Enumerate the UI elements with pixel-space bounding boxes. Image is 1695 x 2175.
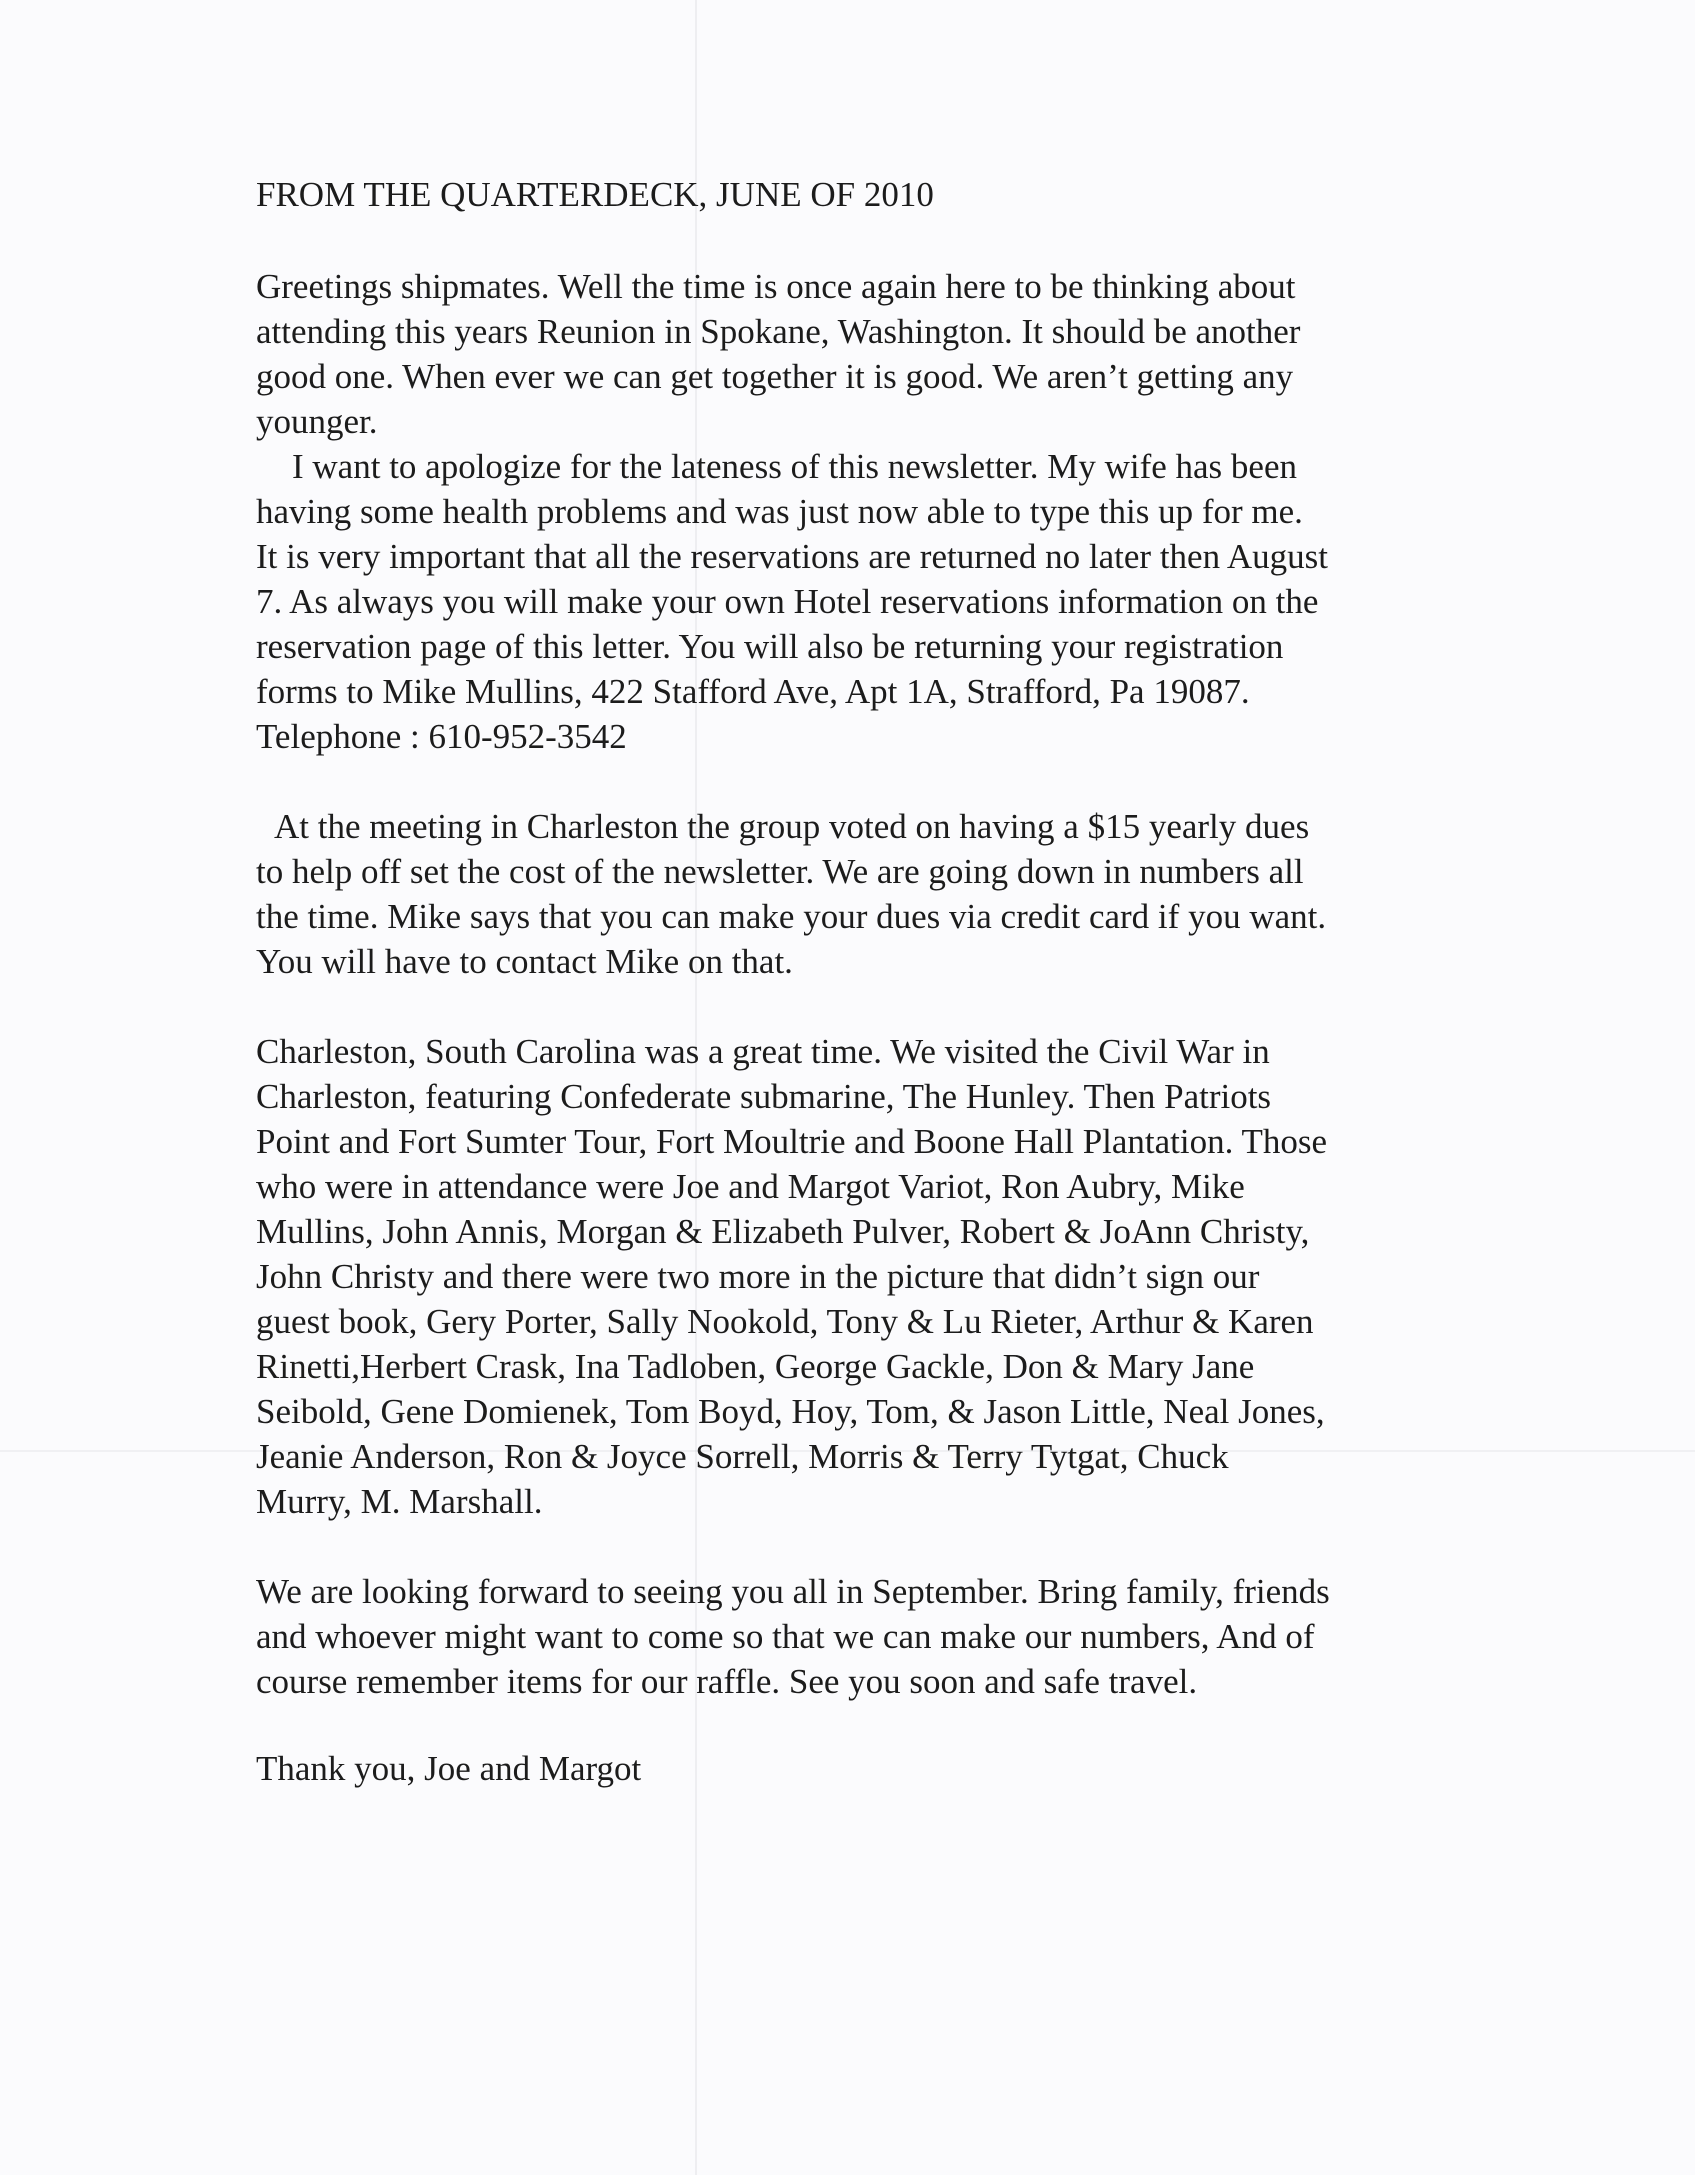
charleston-paragraph	[256, 1029, 1476, 1524]
text-line: who were in attendance were Joe and Margot Variot, Ron Aubry, Mike	[256, 1167, 1245, 1206]
text-line: I want to apologize for the lateness of this newsletter. My wife has been	[292, 447, 1297, 486]
text-line: to help off set the cost of the newsletter. We are going down in numbers all	[256, 852, 1304, 891]
dues-paragraph	[256, 804, 1476, 984]
text-line: It is very important that all the reservations are returned no later then August	[256, 537, 1329, 576]
text-line: the time. Mike says that you can make your dues via credit card if you want.	[256, 897, 1327, 936]
text-line: and whoever might want to come so that we can make our numbers, And of	[256, 1617, 1315, 1656]
text-line: John Christy and there were two more in the picture that didn’t sign our	[256, 1257, 1260, 1296]
text-line: Greetings shipmates. Well the time is once again here to be thinking about	[256, 267, 1296, 306]
text-line: guest book, Gery Porter, Sally Nookold, Tony & Lu Rieter, Arthur & Karen	[256, 1302, 1314, 1341]
newsletter-letter	[256, 172, 1476, 1791]
text-line: Mullins, John Annis, Morgan & Elizabeth Pulver, Robert & JoAnn Christy,	[256, 1212, 1310, 1251]
text-line: Point and Fort Sumter Tour, Fort Moultrie and Boone Hall Plantation. Those	[256, 1122, 1328, 1161]
text-line: Murry, M. Marshall.	[256, 1482, 543, 1521]
text-line: younger.	[256, 402, 378, 441]
text-line: Rinetti,Herbert Crask, Ina Tadloben, George Gackle, Don & Mary Jane	[256, 1347, 1255, 1386]
text-line: Charleston, featuring Confederate submarine, The Hunley. Then Patriots	[256, 1077, 1272, 1116]
text-line: Jeanie Anderson, Ron & Joyce Sorrell, Morris & Terry Tytgat, Chuck	[256, 1437, 1229, 1476]
letter-heading: FROM THE QUARTERDECK, JUNE OF 2010	[256, 175, 934, 214]
text-line: At the meeting in Charleston the group voted on having a $15 yearly dues	[274, 807, 1310, 846]
signoff: Thank you, Joe and Margot	[256, 1749, 642, 1788]
paragraph-spacer	[256, 759, 1476, 804]
text-line: attending this years Reunion in Spokane, Washington. It should be another	[256, 312, 1301, 351]
text-line: Charleston, South Carolina was a great time. We visited the Civil War in	[256, 1032, 1270, 1071]
paragraph-spacer	[256, 1704, 1476, 1746]
text-line: Telephone : 610-952-3542	[256, 717, 627, 756]
closing-paragraph	[256, 1569, 1476, 1704]
text-line: good one. When ever we can get together it is good. We aren’t getting any	[256, 357, 1294, 396]
text-line: having some health problems and was just now able to type this up for me.	[256, 492, 1303, 531]
text-line: reservation page of this letter. You will also be returning your registration	[256, 627, 1284, 666]
text-line: course remember items for our raffle. See you soon and safe travel.	[256, 1662, 1198, 1701]
apology-paragraph	[256, 444, 1476, 759]
greeting-paragraph	[256, 264, 1476, 444]
paragraph-spacer	[256, 984, 1476, 1029]
text-line: We are looking forward to seeing you all in September. Bring family, friends	[256, 1572, 1330, 1611]
paragraph-spacer	[256, 1524, 1476, 1569]
text-line: 7. As always you will make your own Hotel reservations information on the	[256, 582, 1319, 621]
text-line: Seibold, Gene Domienek, Tom Boyd, Hoy, Tom, & Jason Little, Neal Jones,	[256, 1392, 1325, 1431]
text-line: You will have to contact Mike on that.	[256, 942, 793, 981]
text-line: forms to Mike Mullins, 422 Stafford Ave, Apt 1A, Strafford, Pa 19087.	[256, 672, 1250, 711]
